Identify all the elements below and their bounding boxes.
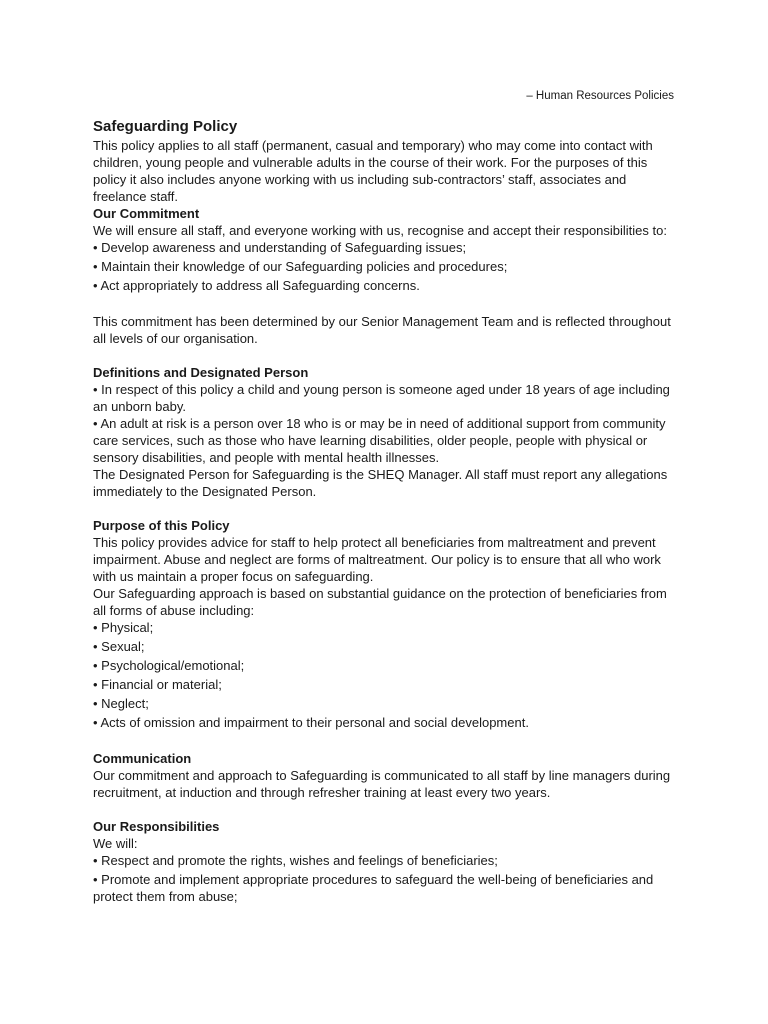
intro-paragraph: This policy applies to all staff (permanent, casual and temporary) who may come into contact with children, young people and vulnerable adults in the course of their work. For the purposes of this policy it also includes anyone working with us including sub-contractors’ staff, associates and freelance staff. xyxy=(93,138,653,204)
purpose-paragraph: Our Safeguarding approach is based on substantial guidance on the protection of beneficiaries from all forms of abuse including: xyxy=(93,586,667,618)
purpose-bullet: • Physical; xyxy=(93,620,154,635)
responsibilities-bullet: • Promote and implement appropriate procedures to safeguard the well-being of beneficiaries and protect them from abuse; xyxy=(93,872,654,904)
document-body xyxy=(93,116,683,907)
spacer xyxy=(93,733,683,750)
purpose-heading: Purpose of this Policy xyxy=(93,518,230,533)
purpose-bullet: • Psychological/emotional; xyxy=(93,658,245,673)
responsibilities-bullet: • Respect and promote the rights, wishes and feelings of beneficiaries; xyxy=(93,853,498,868)
commitment-bullet: • Act appropriately to address all Safeguarding concerns. xyxy=(93,278,420,293)
purpose-bullet: • Acts of omission and impairment to their personal and social development. xyxy=(93,715,529,730)
commitment-heading: Our Commitment xyxy=(93,206,200,221)
commitment-bullet: • Maintain their knowledge of our Safeguarding policies and procedures; xyxy=(93,259,508,274)
spacer xyxy=(93,801,683,818)
definitions-heading: Definitions and Designated Person xyxy=(93,365,309,380)
spacer xyxy=(93,347,683,364)
commitment-bullet: • Develop awareness and understanding of Safeguarding issues; xyxy=(93,240,467,255)
communication-paragraph: Our commitment and approach to Safeguarding is communicated to all staff by line managers during recruitment, at induction and through refresher training at least every two years. xyxy=(93,768,671,800)
responsibilities-lead: We will: xyxy=(93,836,138,851)
definitions-bullet: • In respect of this policy a child and young person is someone aged under 18 years of age including an unborn baby. xyxy=(93,382,670,414)
spacer xyxy=(93,500,683,517)
document-title: Safeguarding Policy xyxy=(93,118,238,135)
purpose-bullet: • Sexual; xyxy=(93,639,145,654)
commitment-lead: We will ensure all staff, and everyone working with us, recognise and accept their responsibilities to: xyxy=(93,223,667,238)
purpose-bullet: • Neglect; xyxy=(93,696,149,711)
definitions-closing: The Designated Person for Safeguarding is the SHEQ Manager. All staff must report any allegations immediately to the Designated Person. xyxy=(93,467,668,499)
responsibilities-heading: Our Responsibilities xyxy=(93,819,220,834)
purpose-paragraph: This policy provides advice for staff to help protect all beneficiaries from maltreatment and prevent impairment. Abuse and neglect are forms of maltreatment. Our policy is to ensure that all who work with us maintain a proper focus on safeguarding. xyxy=(93,535,661,584)
purpose-bullet: • Financial or material; xyxy=(93,677,222,692)
spacer xyxy=(93,296,683,313)
communication-heading: Communication xyxy=(93,751,192,766)
header-note: – Human Resources Policies xyxy=(526,90,674,102)
definitions-bullet: • An adult at risk is a person over 18 who is or may be in need of additional support from community care services, such as those who have learning disabilities, older people, people with physical or sensory disabilities, and people with mental health illnesses. xyxy=(93,416,666,465)
commitment-closing: This commitment has been determined by our Senior Management Team and is reflected throughout all levels of our organisation. xyxy=(93,314,671,346)
